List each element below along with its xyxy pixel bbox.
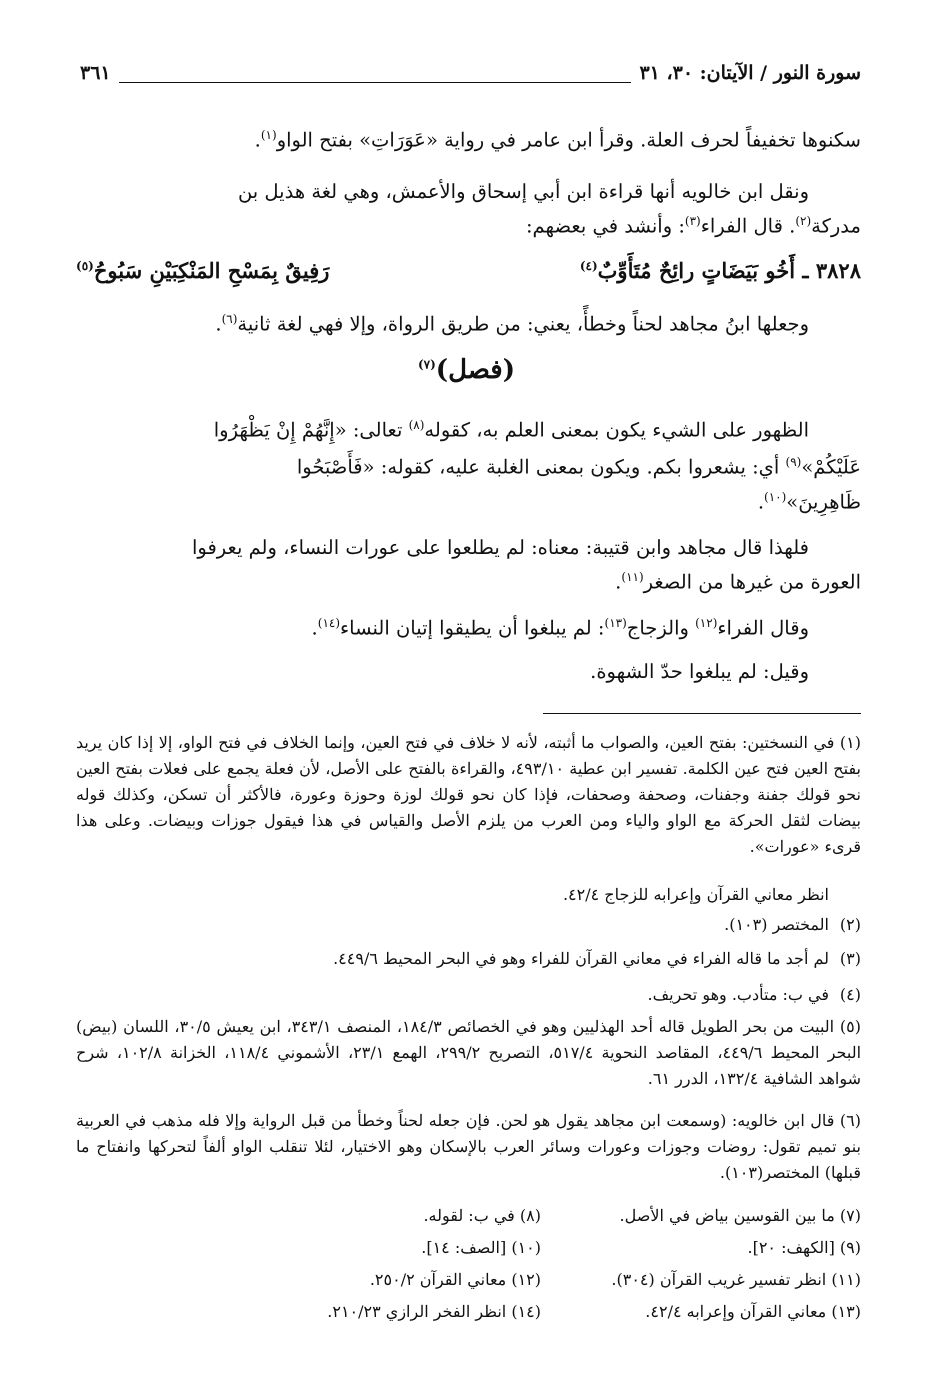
footnote-4: (٤)في ب: متأدب. وهو تحريف.: [647, 985, 861, 1004]
footnote-separator: [543, 713, 861, 714]
footnote-ref-10: (١٠): [764, 490, 787, 504]
footnote-ref-7: (٧): [417, 357, 436, 372]
footnote-12: (١٢) معاني القرآن ٢٥٠/٢.: [369, 1270, 541, 1289]
footnote-ref-11: (١١): [621, 570, 644, 584]
footnote-ref-13: (١٣): [604, 616, 627, 630]
paragraph-4-line-3: ظَاهِرِينَ»$^{(١٠)}$.: [757, 490, 861, 514]
footnote-2: (٢)المختصر (١٠٣).: [724, 915, 861, 934]
verse-second-hemistich: رَفِيقٌ بِمَسْحِ المَنْكِبَيْنِ سَبُوحُ$^{(٥)}$: [76, 258, 330, 283]
footnote-ref-12: (١٢): [695, 616, 718, 630]
paragraph-5-line-2: العورة من غيرها من الصغر$^{(١١)}$.: [615, 570, 861, 594]
paragraph-4-line-2: عَلَيْكُمْ»$^{(٩)}$ أي: يشعروا بكم. ويكون بمعنى الغلبة عليه، كقوله: «فَأَصْبَحُوا: [296, 455, 861, 479]
verse-number: ٣٨٢٨ ـ: [802, 258, 861, 283]
paragraph-4-line-1: الظهور على الشيء يكون بمعنى العلم به، كقوله$^{(٨)}$ تعالى: «إِنَّهُمْ إِنْ يَظْهَرُوا: [213, 418, 809, 442]
footnote-text: في النسختين: بفتح العين، والصواب ما أثبته، لأنه لا خلاف في فتح العين، وإنما الخلاف في فتح الواو، إلا إذا كان يريد بفتح العين فتح عين الكلمة. تفسير ابن عطية ٤٩٣/١٠، والقراءة بالفتح على الأصل، لأن فعلة يجمع على فعلات بفتح العين نحو قولك جفنة وجفنات، وصحفة وصحفات، فإذا كان نحو قولك لوزة وحوزة وعورة، فالأكثر أن تسكن، وكذلك قوله بيضات لثقل الحركة مع الواو والياء ومن العرب من يلزم الأصل والقياس في هذا فيقول جوزات وبيضات. وعلى هذا قرىء «عورات».: [76, 733, 861, 856]
footnote-1-extra: انظر معاني القرآن وإعرابه للزجاج ٤٢/٤.: [562, 885, 829, 904]
footnote-ref-8: (٨): [408, 418, 425, 432]
footnote-1: [76, 730, 861, 860]
footnote-3: (٣)لم أجد ما قاله الفراء في معاني القرآن للفراء وهو في البحر المحيط ٤٤٩/٦.: [333, 949, 861, 968]
footnote-11: (١١) انظر تفسير غريب القرآن (٣٠٤).: [611, 1270, 861, 1289]
footnote-13: (١٣) معاني القرآن وإعرابه ٤٢/٤.: [645, 1302, 861, 1321]
poetry-verse: [76, 252, 861, 292]
footnote-7: (٧) ما بين القوسين بياض في الأصل.: [619, 1206, 861, 1225]
footnotes-7-8: [76, 1206, 861, 1232]
footnote-5: (٥) البيت من بحر الطويل قاله أحد الهذليين وهو في الخصائص ١٨٤/٣، المنصف ٣٤٣/١، ابن يعيش ٣٠/٥، اللسان (بيض) البحر المحيط ٤٤٩/٦، المقاصد النحوية ٥١٧/٤، التصريح ٢٩٩/٢، الهمع ٢٣/١، الأشموني ١١٨/٤، الخزانة ١٠٢/٨، شرح شواهد الشافية ١٣٢/٤، الدرر ٦١.: [76, 1017, 862, 1088]
footnotes-9-10: [76, 1238, 861, 1264]
paragraph-2-line-1: ونقل ابن خالويه أنها قراءة ابن أبي إسحاق والأعمش، وهي لغة هذيل بن: [237, 180, 809, 203]
footnote-ref-2: (٢): [795, 214, 812, 228]
paragraph-3: وجعلها ابنُ مجاهد لحناً وخطأً، يعني: من طريق الرواة، وإلا فهي لغة ثانية$^{(٦)}$.: [215, 312, 809, 336]
footnote-ref-9: (٩): [785, 455, 802, 469]
section-heading: (فصل)$^{(٧)}$: [417, 355, 516, 385]
footnote-ref-14: (١٤): [317, 616, 341, 630]
footnote-10: (١٠) [الصف: ١٤].: [421, 1238, 541, 1257]
paragraph-5-line-1: فلهذا قال مجاهد وابن قتيبة: معناه: لم يطلعوا على عورات النساء، ولم يعرفوا: [191, 536, 809, 559]
footnote-ref-3: (٣): [684, 214, 701, 228]
footnotes-13-14: [76, 1302, 861, 1328]
footnote-14: (١٤) انظر الفخر الرازي ٢١٠/٢٣.: [327, 1302, 541, 1321]
footnote-ref-5: (٥): [76, 259, 94, 273]
footnote-ref-4: (٤): [579, 259, 598, 273]
footnotes-11-12: [76, 1270, 861, 1296]
footnote-ref-6: (٦): [221, 312, 238, 326]
paragraph-1: سكنوها تخفيفاً لحرف العلة. وقرأ ابن عامر في رواية «عَوَرَاتِ» بفتح الواو$^{(١)}$.: [254, 128, 861, 152]
footnote-number: (١): [839, 733, 862, 752]
running-header: [80, 58, 861, 94]
header-title: سورة النور / الآيتان: ٣٠، ٣١: [631, 62, 861, 84]
footnote-ref-1: (١): [260, 128, 277, 142]
page-number: ٣٦١: [80, 62, 119, 84]
verse-first-hemistich: ٣٨٢٨ ـ أَخُو بَيَضَاتٍ رائِحٌ مُتَأَوِّبٌ$^{(٤)}$: [579, 258, 861, 283]
footnote-9: (٩) [الكهف: ٢٠].: [747, 1238, 861, 1257]
paragraph-6: وقال الفراء$^{(١٢)}$ والزجاج$^{(١٣)}$: لم يبلغوا أن يطيقوا إتيان النساء$^{(١٤)}$.: [311, 616, 809, 640]
paragraph-7: وقيل: لم يبلغوا حدّ الشهوة.: [590, 660, 809, 683]
paragraph-2-line-2: مدركة$^{(٢)}$. قال الفراء$^{(٣)}$: وأنشد في بعضهم:: [525, 214, 861, 238]
footnote-8: (٨) في ب: لقوله.: [423, 1206, 541, 1225]
footnote-6: (٦) قال ابن خالويه: (وسمعت ابن مجاهد يقول هو لحن. فإن جعله لحناً وخطأ من قبل الرواية وإلا فله مذهب في العربية بنو تميم تقول: روضات وجوزات وعورات وسائر العرب بالإسكان وهو الاختيار، لئلا تنقلب الواو ألفاً لتحركها وانفتاح ما قبلها) المختصر(١٠٣).: [76, 1111, 861, 1182]
